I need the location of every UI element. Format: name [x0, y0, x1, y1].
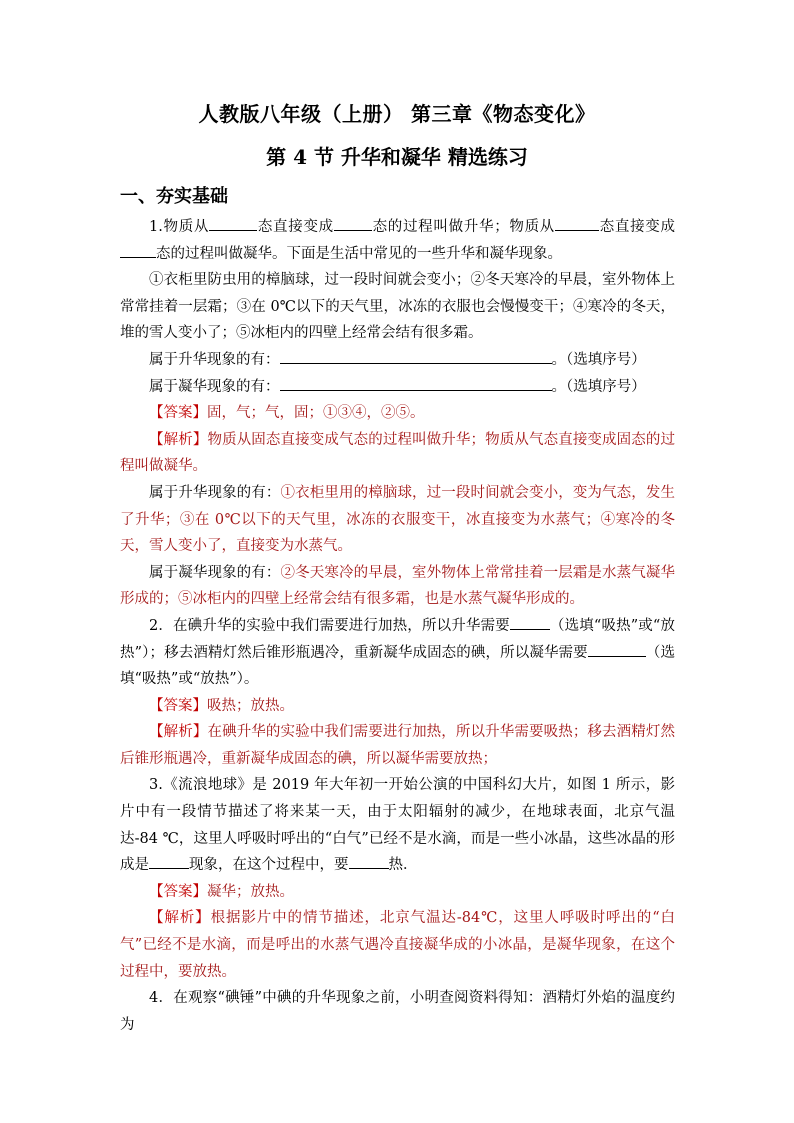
section-heading: 一、夯实基础: [120, 186, 228, 207]
answer-text: 固，气；气，固；①③④，②⑤。: [207, 405, 425, 422]
analysis-tag: 【解析】: [149, 724, 208, 741]
document-title: 人教版八年级（上册） 第三章《物态变化》: [198, 102, 596, 126]
q1-analysis: [120, 427, 675, 480]
q1-stem: [120, 214, 675, 267]
q2-answer: [120, 693, 675, 720]
fill-blank: [209, 216, 257, 231]
fill-blank: [280, 376, 552, 391]
q1-text: 态直接变成: [599, 219, 676, 235]
q3-answer: [120, 879, 675, 906]
q2-text: （选填“吸热”或“放热”）。: [120, 644, 675, 688]
label: 属于升华现象的有：: [149, 484, 281, 501]
answer-text: 吸热；放热。: [207, 697, 294, 714]
fill-blank: [149, 854, 189, 869]
analysis-text: ①衣柜里用的樟脑球，过一段时间就会变小，变为气态，发生了升华；③在 0℃以下的天气里，冰冻的衣服变干，冰直接变为水蒸气；④寒冷的冬天，雪人变小了，直接变为水蒸气。: [120, 484, 676, 555]
q3-text: 3.《流浪地球》是 2019 年大年初一开始公演的中国科幻大片，如图 1 所示，影片中有一段情节描述了将来某一天，由于太阳辐射的减少，在地球表面，北京气温达-84 ℃，这里人呼吸时呼出的“白气”已经不是水滴，而是一些小冰晶，这些冰晶的形成是: [120, 777, 675, 874]
fill-blank: [555, 216, 599, 231]
fill-blank: [510, 615, 550, 630]
q1-text: 态的过程叫做凝华。下面是生活中常见的一些升华和凝华现象。: [156, 245, 562, 262]
q1-sublimation-line: [120, 347, 675, 374]
fill-blank: [120, 243, 156, 258]
q1-deposition-line: [120, 374, 675, 401]
q1-text: 态直接变成: [257, 219, 334, 235]
q3-text: 热．: [388, 857, 418, 874]
q1-text: 1.物质从: [149, 219, 210, 235]
q1-phenomena: ①衣柜里防虫用的樟脑球，过一段时间就会变小；②冬天寒冷的早晨，室外物体上常常挂着一层霜；③在 0℃以下的天气里，冰冻的衣服也会慢慢变干；④寒冷的冬天，堆的雪人变小了；⑤冰柜内的四壁上经常会结有很多霜。: [120, 272, 675, 342]
answer-text: 凝华；放热。: [207, 883, 294, 900]
analysis-text: 在碘升华的实验中我们需要进行加热，所以升华需要吸热；移去酒精灯然后锥形瓶遇冷，重新凝华成固态的碘，所以凝华需要放热；: [120, 724, 676, 767]
analysis-text: 物质从固态直接变成气态的过程叫做升华；物质从气态直接变成固态的过程叫做凝华。: [120, 431, 676, 475]
q3-stem: [120, 772, 675, 878]
q1-analysis-sublimation: [120, 480, 675, 560]
analysis-text: 根据影片中的情节描述，北京气温达-84℃，这里人呼吸时呼出的“白气”已经不是水滴，而是呼出的水蒸气遇冷直接凝华成的小冰晶，是凝华现象，在这个过程中，要放热。: [120, 910, 675, 980]
q3-text: 现象，在这个过程中，要: [189, 857, 349, 874]
q1-analysis-deposition: [120, 560, 675, 613]
q2-analysis: [120, 719, 675, 772]
document-subtitle: 第 4 节 升华和凝华 精选练习: [266, 145, 528, 169]
label: 属于凝华现象的有：: [149, 564, 281, 581]
answer-tag: 【答案】: [149, 405, 207, 422]
analysis-text: ②冬天寒冷的早晨，室外物体上常常挂着一层霜是水蒸气凝华形成的；⑤冰柜内的四壁上经常会结有很多霜，也是水蒸气凝华形成的。: [120, 564, 676, 608]
answer-tag: 【答案】: [149, 697, 207, 714]
fill-blank: [280, 349, 552, 364]
q2-stem: [120, 613, 675, 693]
answer-tag: 【答案】: [149, 883, 207, 900]
exercise-content: [120, 214, 675, 1038]
label: 属于升华现象的有：: [149, 351, 280, 368]
label: 。（选填序号）: [551, 351, 646, 368]
q1-text: 态的过程叫做升华；物质从: [371, 219, 555, 235]
analysis-tag: 【解析】: [149, 910, 211, 927]
label: 。（选填序号）: [551, 378, 646, 395]
q1-answer: [120, 400, 675, 427]
q2-text: （选填“吸热”或“放热”）；移去酒精灯然后锥形瓶遇冷，重新凝华成固态的碘，所以凝华需要: [120, 617, 675, 661]
q3-analysis: [120, 905, 675, 985]
analysis-tag: 【解析】: [149, 431, 208, 448]
q2-text: 2．在碘升华的实验中我们需要进行加热，所以升华需要: [149, 617, 510, 634]
label: 属于凝华现象的有：: [149, 378, 280, 395]
fill-blank: [588, 642, 646, 657]
q4-stem: 4．在观察“碘锤”中碘的升华现象之前，小明查阅资料得知：酒精灯外焰的温度约为: [120, 990, 675, 1033]
fill-blank: [349, 854, 389, 869]
fill-blank: [334, 216, 372, 231]
